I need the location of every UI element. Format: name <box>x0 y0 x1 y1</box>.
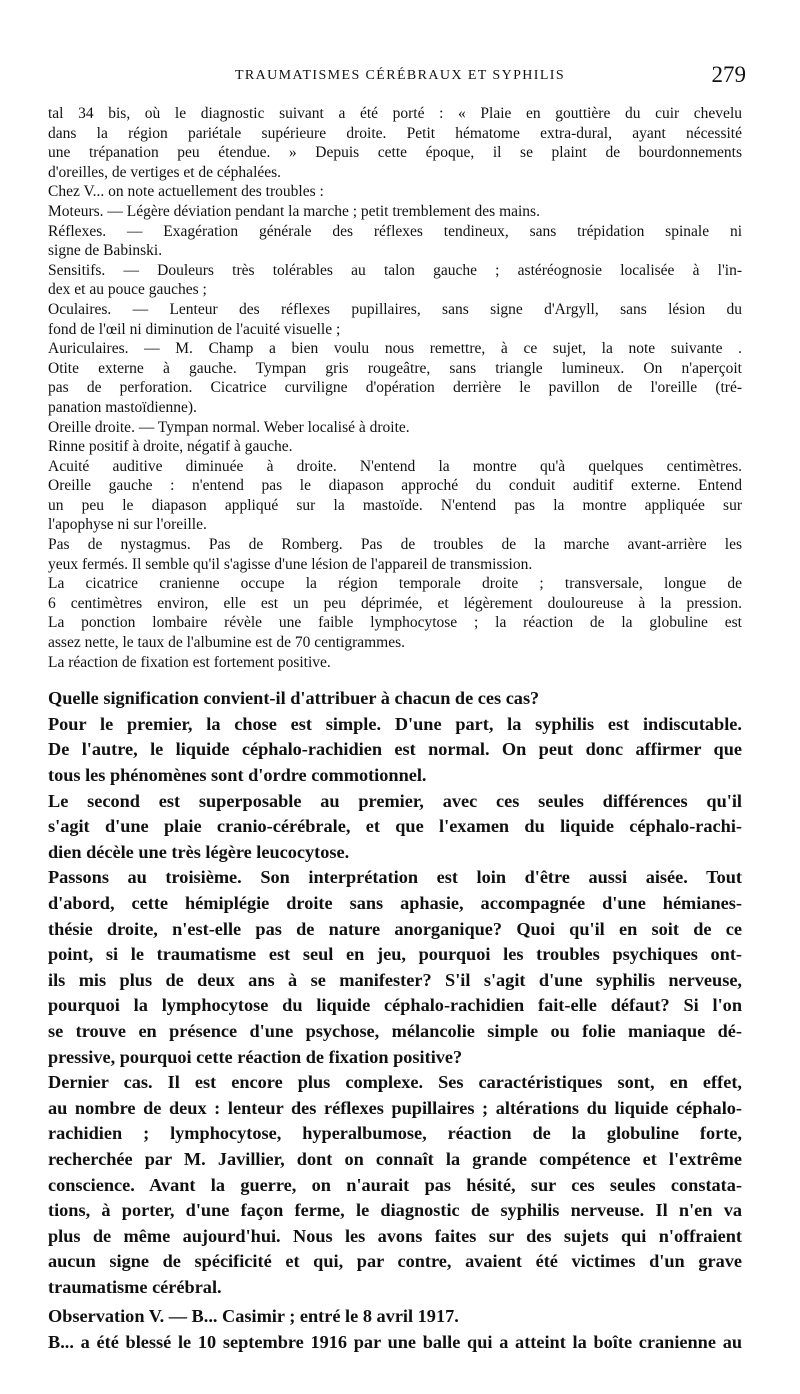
text-line: Chez V... on note actuellement des troubles : <box>48 183 324 201</box>
observation-heading: Observation V. — B... Casimir ; entré le 8 avril 1917. <box>48 1306 459 1327</box>
text-line: Quelle signification convient-il d'attribuer à chacun de ces cas? <box>48 688 540 709</box>
page-body <box>48 104 742 1356</box>
text-line: un peu le diapason appliqué sur la mastoïde. N'entend pas la montre appliquée sur <box>48 496 742 514</box>
text-line: thésie droite, n'est-elle pas de nature anorganique? Quoi qu'il en soit de ce <box>48 918 742 939</box>
text-line: Auriculaires. — M. Champ a bien voulu nous remettre, à ce sujet, la note suivante . <box>48 340 742 358</box>
text-line: dans la région pariétale supérieure droite. Petit hématome extra-dural, ayant nécessité <box>48 124 742 142</box>
text-line: Passons au troisième. Son interprétation est loin d'être aussi aisée. Tout <box>48 867 742 888</box>
text-line: s'agit d'une plaie cranio-cérébrale, et que l'examen du liquide céphalo-rachi- <box>48 816 742 837</box>
discussion <box>48 686 742 1300</box>
observation <box>48 1304 742 1355</box>
text-line: Rinne positif à droite, négatif à gauche. <box>48 438 293 456</box>
text-line: pourquoi la lymphocytose du liquide céphalo-rachidien fait-elle défaut? Si l'on <box>48 995 742 1016</box>
text-line: La réaction de fixation est fortement positive. <box>48 653 331 671</box>
text-line: La cicatrice cranienne occupe la région temporale droite ; transversale, longue de <box>48 575 742 593</box>
text-line: dien décèle une très légère leucocytose. <box>48 841 350 862</box>
text-line: rachidien ; lymphocytose, hyperalbumose, réaction de la globuline forte, <box>48 1123 742 1144</box>
text-line: au nombre de deux : lenteur des réflexes pupillaires ; altérations du liquide céphalo- <box>48 1097 742 1118</box>
page-number: 279 <box>711 62 746 87</box>
running-title: TRAUMATISMES CÉRÉBRAUX ET SYPHILIS <box>234 68 566 83</box>
text-line: panation mastoïdienne). <box>48 398 197 416</box>
section-gap <box>48 672 742 686</box>
text-line: tal 34 bis, où le diagnostic suivant a été porté : « Plaie en gouttière du cuir chevelu <box>48 105 742 122</box>
case-notes <box>48 104 742 672</box>
text-line: ils mis plus de deux ans à se manifester? S'il s'agit d'une syphilis nerveuse, <box>48 969 742 990</box>
text-line: point, si le traumatisme est seul en jeu, pourquoi les troubles psychiques ont- <box>48 944 742 965</box>
text-line: traumatisme cérébral. <box>48 1276 222 1297</box>
text-line: Oculaires. — Lenteur des réflexes pupillaires, sans signe d'Argyll, sans lésion du <box>48 300 742 318</box>
text-line: l'apophyse ni sur l'oreille. <box>48 516 207 534</box>
text-line: assez nette, le taux de l'albumine est de 70 centigrammes. <box>48 634 406 652</box>
text-line: se trouve en présence d'une psychose, mélancolie simple ou folie maniaque dé- <box>48 1020 742 1041</box>
text-line: signe de Babinski. <box>48 242 163 260</box>
text-line: Moteurs. — Légère déviation pendant la marche ; petit tremblement des mains. <box>48 202 540 220</box>
text-line: recherchée par M. Javillier, dont on connaît la grande compétence et l'extrême <box>48 1148 742 1169</box>
text-line: une trépanation peu étendue. » Depuis cette époque, il se plaint de bourdonnements <box>48 144 742 162</box>
text-line: d'abord, cette hémiplégie droite sans aphasie, accompagnée d'une hémianes- <box>48 892 742 913</box>
text-line: De l'autre, le liquide céphalo-rachidien est normal. On peut donc affirmer que <box>48 739 742 760</box>
text-line: plus de même aujourd'hui. Nous les avons faites sur des sujets qui n'offraient <box>48 1225 742 1246</box>
text-line: Oreille gauche : n'entend pas le diapason approché du conduit auditif externe. Entend <box>48 477 742 495</box>
text-line: Pas de nystagmus. Pas de Romberg. Pas de troubles de la marche avant-arrière les <box>48 536 742 554</box>
text-line: fond de l'œil ni diminution de l'acuité visuelle ; <box>48 320 341 338</box>
text-line: B... a été blessé le 10 septembre 1916 par une balle qui a atteint la boîte cranienne au <box>48 1332 742 1353</box>
text-line: tous les phénomènes sont d'ordre commotionnel. <box>48 765 427 785</box>
text-line: pas de perforation. Cicatrice curviligne d'opération derrière le pavillon de l'oreille (tré- <box>48 379 742 397</box>
text-line: aucun signe de spécificité et qui, par contre, avaient été victimes d'un grave <box>48 1251 742 1272</box>
text-line: Acuité auditive diminuée à droite. N'entend la montre qu'à quelques centimètres. <box>48 457 742 475</box>
text-line: dex et au pouce gauches ; <box>48 281 207 299</box>
text-line: Sensitifs. — Douleurs très tolérables au talon gauche ; astéréognosie localisée à l'in- <box>48 261 742 279</box>
text-line: Pour le premier, la chose est simple. D'une part, la syphilis est indiscutable. <box>48 713 742 734</box>
text-line: pressive, pourquoi cette réaction de fixation positive? <box>48 1046 463 1067</box>
text-line: conscience. Avant la guerre, on n'aurait pas hésité, sur ces seules constata- <box>48 1174 742 1195</box>
text-line: Dernier cas. Il est encore plus complexe. Ses caractéristiques sont, en effet, <box>48 1072 742 1093</box>
page-header <box>0 62 800 92</box>
text-line: Le second est superposable au premier, avec ces seules différences qu'il <box>48 790 742 811</box>
text-line: Oreille droite. — Tympan normal. Weber localisé à droite. <box>48 418 410 436</box>
text-line: 6 centimètres environ, elle est un peu déprimée, et légèrement douloureuse à la pression. <box>48 594 742 612</box>
text-line: d'oreilles, de vertiges et de céphalées. <box>48 163 282 181</box>
text-line: Réflexes. — Exagération générale des réflexes tendineux, sans trépidation spinale ni <box>48 222 742 240</box>
text-line: tions, à porter, d'une façon ferme, le diagnostic de syphilis nerveuse. Il n'en va <box>48 1200 742 1221</box>
text-line: La ponction lombaire révèle une faible lymphocytose ; la réaction de la globuline est <box>48 614 742 632</box>
text-line: yeux fermés. Il semble qu'il s'agisse d'une lésion de l'appareil de transmission. <box>48 555 533 573</box>
text-line: Otite externe à gauche. Tympan gris rougeâtre, sans triangle lumineux. On n'aperçoit <box>48 359 742 377</box>
